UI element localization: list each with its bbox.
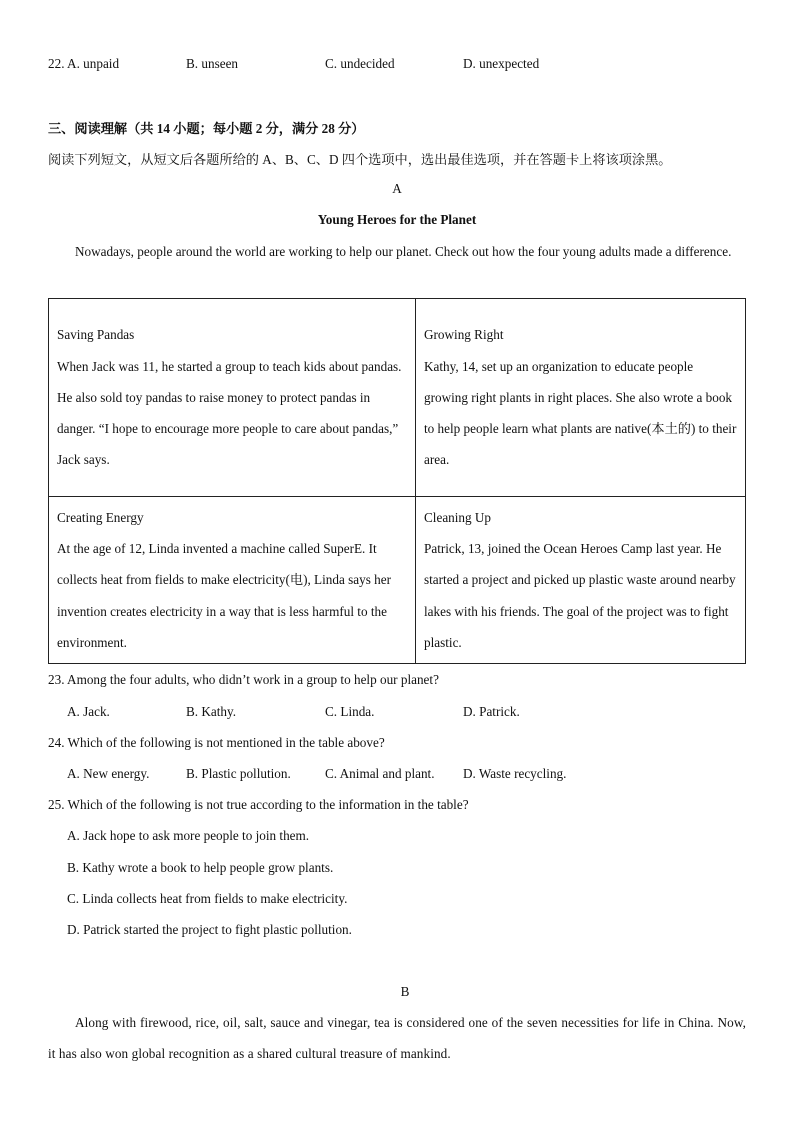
- question-24-options: [67, 766, 727, 786]
- question-23-options: [67, 704, 727, 724]
- question-23-stem: 23. Among the four adults, who didn’t work in a group to help our planet?: [48, 672, 439, 687]
- q22-option-d: D. unexpected: [463, 56, 540, 71]
- cell-body: Kathy, 14, set up an organization to educate people growing right plants in right places. She also wrote a book to help people learn what plants are native(本土的) to their area.: [424, 358, 737, 468]
- cell-title: Creating Energy: [57, 509, 144, 525]
- cell-title: Growing Right: [424, 327, 504, 343]
- cell-cleaning-up: [416, 497, 746, 664]
- q25-option-d: D. Patrick started the project to fight plastic pollution.: [67, 922, 352, 937]
- cell-title: Cleaning Up: [424, 509, 492, 525]
- question-24-stem: 24. Which of the following is not mentioned in the table above?: [48, 735, 385, 750]
- section-instruction: 阅读下列短文，从短文后各题所给的 A、B、C、D 四个选项中，选出最佳选项，并在答题卡上将该项涂黑。: [48, 152, 672, 167]
- passage-a-intro: Nowadays, people around the world are working to help our planet. Check out how the four young adults made a difference.: [75, 244, 732, 259]
- q24-option-a: A. New energy.: [67, 766, 150, 781]
- cell-saving-pandas: [49, 299, 416, 497]
- question-22-options: [48, 56, 746, 76]
- heroes-table: [48, 298, 746, 664]
- passage-a-title: Young Heroes for the Planet: [317, 212, 477, 227]
- q22-option-a: 22. A. unpaid: [48, 56, 120, 71]
- q24-option-d: D. Waste recycling.: [463, 766, 567, 781]
- q25-option-c: C. Linda collects heat from fields to make electricity.: [67, 891, 348, 906]
- passage-b-letter: B: [400, 984, 410, 999]
- q22-option-b: B. unseen: [186, 56, 239, 71]
- cell-growing-right: [416, 299, 746, 497]
- q24-option-c: C. Animal and plant.: [325, 766, 435, 781]
- passage-a-letter: A: [392, 181, 402, 196]
- cell-creating-energy: [49, 497, 416, 664]
- q22-option-c: C. undecided: [325, 56, 395, 71]
- question-25-stem: 25. Which of the following is not true according to the information in the table?: [48, 797, 469, 812]
- q25-option-b: B. Kathy wrote a book to help people grow plants.: [67, 860, 334, 875]
- cell-body: When Jack was 11, he started a group to teach kids about pandas. He also sold toy pandas to raise money to protect pandas in danger. “I hope to encourage more people to care about pandas,” Jack says.: [57, 358, 402, 468]
- section-title: 三、阅读理解（共 14 小题；每小题 2 分，满分 28 分）: [48, 121, 365, 136]
- q23-option-b: B. Kathy.: [186, 704, 237, 719]
- q25-option-a: A. Jack hope to ask more people to join them.: [67, 828, 310, 843]
- passage-b-intro: Along with firewood, rice, oil, salt, sauce and vinegar, tea is considered one of the seven necessities for life in China. Now, it has also won global recognition as a shared cultural treasure of mankind.: [48, 1015, 746, 1061]
- cell-body: Patrick, 13, joined the Ocean Heroes Camp last year. He started a project and picked up plastic waste around nearby lakes with his friends. The goal of the project was to fight plastic.: [424, 541, 736, 650]
- cell-body: At the age of 12, Linda invented a machine called SuperE. It collects heat from fields to make electricity(电), Linda says her invention creates electricity in a way that is less harmful to the environment.: [57, 541, 391, 650]
- q23-option-d: D. Patrick.: [463, 704, 520, 719]
- q23-option-a: A. Jack.: [67, 704, 110, 719]
- q23-option-c: C. Linda.: [325, 704, 375, 719]
- q24-option-b: B. Plastic pollution.: [186, 766, 291, 781]
- cell-title: Saving Pandas: [57, 327, 135, 343]
